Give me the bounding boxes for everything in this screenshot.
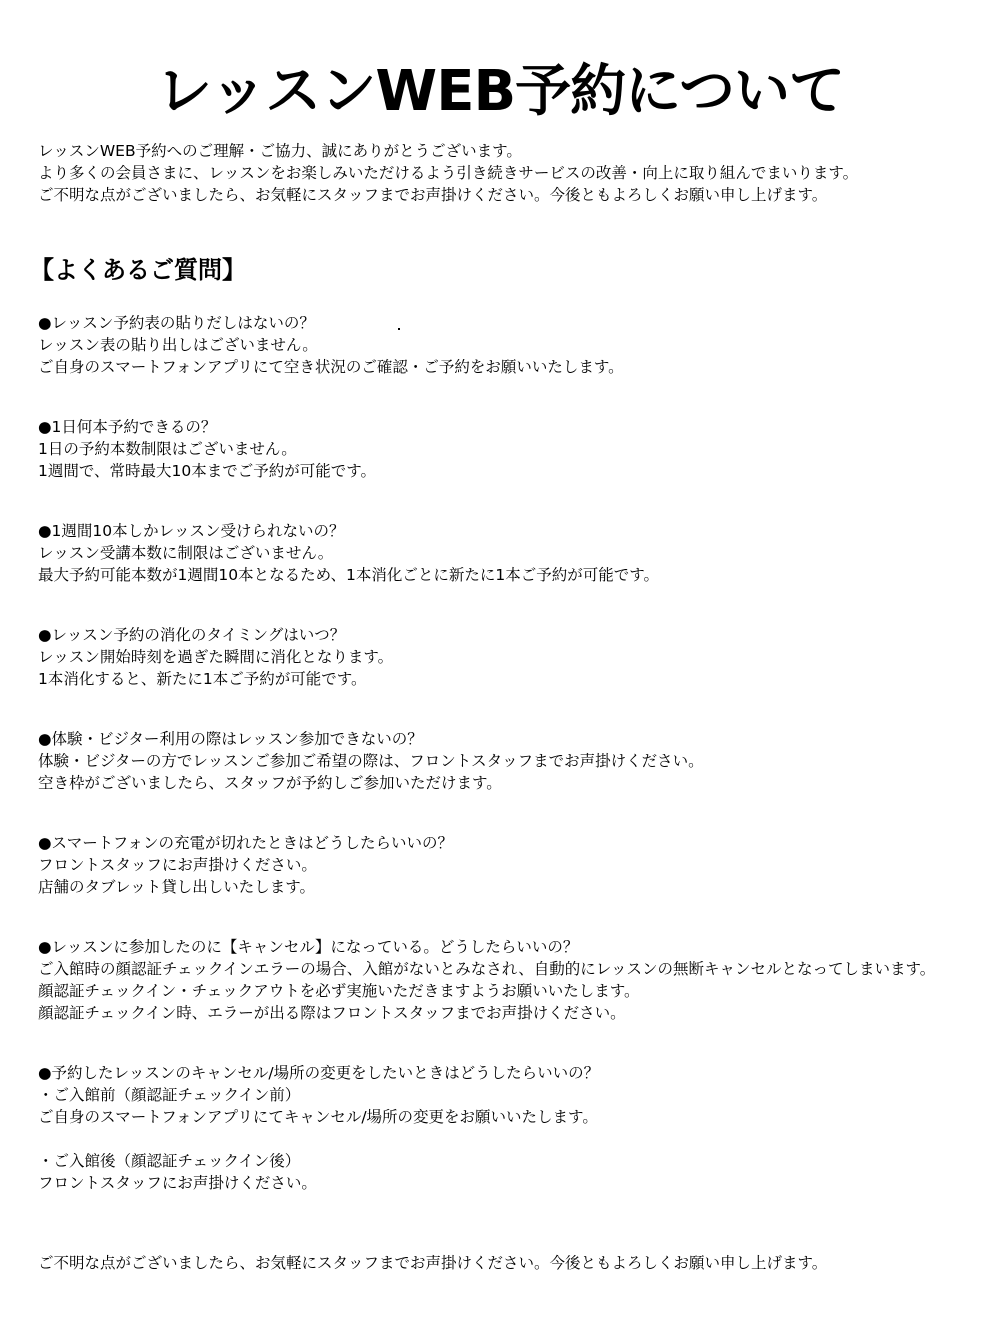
faq-answer-line: ・ご入館前（顔認証チェックイン前） xyxy=(38,1086,301,1104)
faq-answer-line: ご入館時の顔認証チェックインエラーの場合、入館がないとみなされ、自動的にレッスンの無断キャンセルとなってしまいます。 xyxy=(38,960,936,978)
intro-line: レッスンWEB予約へのご理解・ご協力、誠にありがとうございます。 xyxy=(38,142,522,160)
faq-answer-line xyxy=(38,1128,978,1150)
faq-answer-line: 1本消化すると、新たに1本ご予約が可能です。 xyxy=(38,670,367,688)
closing-text xyxy=(38,1252,978,1274)
faq-answer-line: 1日の予約本数制限はございません。 xyxy=(38,440,297,458)
faq-answer-line: ・ご入館後（顔認証チェックイン後） xyxy=(38,1152,301,1170)
faq-answer-line: 空き枠がございましたら、スタッフが予約しご参加いただけます。 xyxy=(38,774,502,792)
faq-question: ●レッスンに参加したのに【キャンセル】になっている。どうしたらいいの？ xyxy=(38,938,579,956)
faq-answer-line: フロントスタッフにお声掛けください。 xyxy=(38,856,317,874)
faq-answer-line: 顔認証チェックイン時、エラーが出る際はフロントスタッフまでお声掛けください。 xyxy=(38,1004,626,1022)
faq-item xyxy=(38,1062,978,1194)
faq-question: ●1週間10本しかレッスン受けられないの？ xyxy=(38,522,345,540)
page-title: レッスンWEB予約について xyxy=(155,59,845,124)
faq-question: ●レッスン予約の消化のタイミングはいつ？ xyxy=(38,626,346,644)
faq-question: ●レッスン予約表の貼りだしはないの？ xyxy=(38,314,315,332)
intro-line: ご不明な点がございましたら、お気軽にスタッフまでお声掛けください。今後ともよろしくお願い申し上げます。 xyxy=(38,186,828,204)
faq-answer-line: レッスン開始時刻を過ぎた瞬間に消化となります。 xyxy=(38,648,394,666)
faq-answer-line: 体験・ビジターの方でレッスンご参加ご希望の際は、フロントスタッフまでお声掛けください。 xyxy=(38,752,704,770)
intro-line: より多くの会員さまに、レッスンをお楽しみいただけるよう引き続きサービスの改善・向上に取り組んでまいります。 xyxy=(38,164,859,182)
faq-answer-line: レッスン表の貼り出しはございません。 xyxy=(38,336,318,354)
faq-question: ●スマートフォンの充電が切れたときはどうしたらいいの？ xyxy=(38,834,453,852)
faq-answer-line: 顔認証チェックイン・チェックアウトを必ず実施いただきますようお願いいたします。 xyxy=(38,982,640,1000)
faq-answer-line: 1週間で、常時最大10本までご予約が可能です。 xyxy=(38,462,377,480)
faq-question: ●予約したレッスンのキャンセル/場所の変更をしたいときはどうしたらいいの？ xyxy=(38,1064,600,1082)
faq-answer-line: レッスン受講本数に制限はございません。 xyxy=(38,544,334,562)
intro-text xyxy=(38,140,978,206)
faq-item xyxy=(38,936,978,1024)
faq-item xyxy=(38,832,978,898)
faq-item xyxy=(38,416,978,482)
faq-answer-line: 最大予約可能本数が1週間10本となるため、1本消化ごとに新たに1本ご予約が可能です。 xyxy=(38,566,659,584)
faq-answer-line: ご自身のスマートフォンアプリにてキャンセル/場所の変更をお願いいたします。 xyxy=(38,1108,598,1126)
closing-line: ご不明な点がございましたら、お気軽にスタッフまでお声掛けください。今後ともよろしくお願い申し上げます。 xyxy=(38,1254,828,1272)
faq-question: ●1日何本予約できるの？ xyxy=(38,418,217,436)
faq-answer-line: ご自身のスマートフォンアプリにて空き状況のご確認・ご予約をお願いいたします。 xyxy=(38,358,624,376)
faq-answer-line: 店舗のタブレット貸し出しいたします。 xyxy=(38,878,315,896)
faq-item xyxy=(38,728,978,794)
faq-heading: 【よくあるご質問】 xyxy=(30,256,246,284)
faq-answer-line: フロントスタッフにお声掛けください。 xyxy=(38,1174,317,1192)
faq-item xyxy=(38,624,978,690)
faq-item xyxy=(38,312,978,378)
faq-item xyxy=(38,520,978,586)
faq-question: ●体験・ビジター利用の際はレッスン参加できないの？ xyxy=(38,730,423,748)
